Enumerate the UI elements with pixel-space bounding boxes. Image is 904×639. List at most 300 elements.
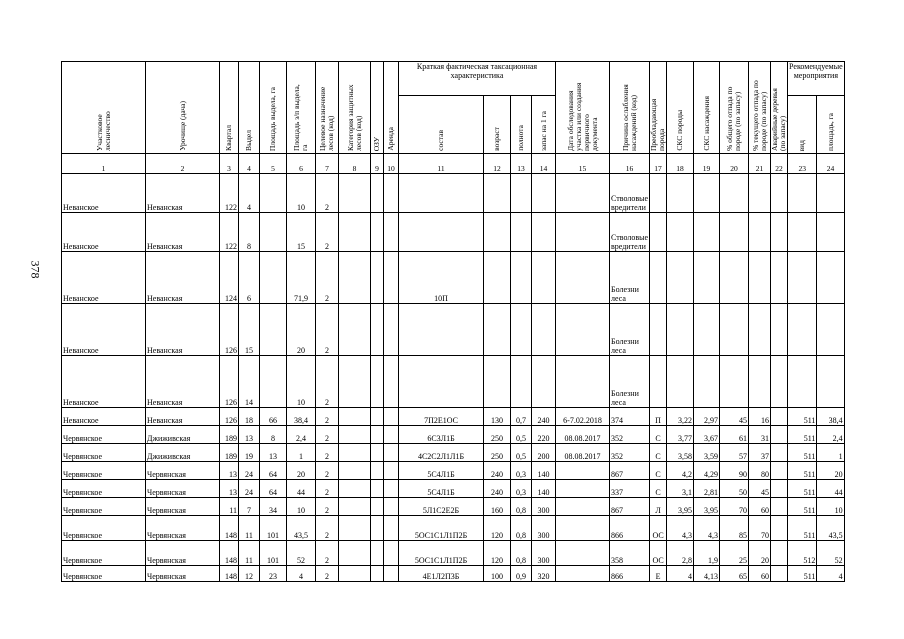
cell-species: С — [650, 462, 667, 480]
cell-composition: 4Е1Л2П3Б — [399, 566, 484, 582]
header-plot: Выдел — [239, 62, 260, 154]
header-lease: Аренда — [384, 62, 399, 154]
cell-cause: Болезни леса — [610, 304, 650, 356]
cell-sks-stand: 4,3 — [694, 516, 720, 541]
cell-plot: 19 — [239, 444, 260, 462]
cell-lease — [384, 356, 399, 408]
cell-stock: 320 — [532, 566, 556, 582]
cell-total-dieback — [720, 304, 749, 356]
column-number: 13 — [511, 154, 532, 174]
cell-sks-species: 3,22 — [667, 408, 694, 426]
cell-plot-area: 66 — [260, 408, 287, 426]
cell-ozu — [371, 252, 384, 304]
cell-density — [511, 174, 532, 213]
header-composition: состав — [399, 96, 484, 154]
cell-protect-category — [339, 252, 371, 304]
cell-protect-category — [339, 426, 371, 444]
cell-tract: Червянская — [146, 480, 220, 498]
cell-measure-type: 511 — [788, 408, 817, 426]
cell-current-dieback — [749, 356, 771, 408]
cell-age — [484, 213, 511, 252]
forest-health-table — [61, 61, 845, 582]
table-row — [62, 444, 845, 462]
cell-cause: 352 — [610, 444, 650, 462]
cell-plot: 6 — [239, 252, 260, 304]
cell-district: Неванское — [62, 174, 146, 213]
cell-sks-stand — [694, 213, 720, 252]
cell-affected-area: 4 — [287, 566, 316, 582]
column-number: 4 — [239, 154, 260, 174]
cell-hazard-trees — [771, 541, 788, 566]
header-total-dieback: % общего отпада по породе (по запасу) — [720, 62, 749, 154]
cell-stock — [532, 304, 556, 356]
cell-composition: 10П — [399, 252, 484, 304]
cell-density: 0,5 — [511, 444, 532, 462]
cell-composition: 7П2Е1ОС — [399, 408, 484, 426]
cell-tract: Неванская — [146, 408, 220, 426]
cell-stock: 300 — [532, 516, 556, 541]
cell-affected-area: 43,5 — [287, 516, 316, 541]
header-tract: Урочище (дача) — [146, 62, 220, 154]
table-row — [62, 566, 845, 582]
cell-total-dieback — [720, 213, 749, 252]
cell-protect-category — [339, 444, 371, 462]
column-number: 17 — [650, 154, 667, 174]
cell-survey-date — [556, 498, 610, 516]
cell-sks-stand — [694, 252, 720, 304]
cell-affected-area: 20 — [287, 304, 316, 356]
cell-purpose: 2 — [316, 356, 339, 408]
cell-measure-type — [788, 252, 817, 304]
cell-survey-date — [556, 304, 610, 356]
cell-current-dieback: 45 — [749, 480, 771, 498]
cell-sks-stand: 4,13 — [694, 566, 720, 582]
cell-ozu — [371, 174, 384, 213]
header-quarter: Квартал — [220, 62, 239, 154]
cell-composition: 5ОС1С1Л1П2Б — [399, 516, 484, 541]
cell-ozu — [371, 304, 384, 356]
cell-hazard-trees — [771, 408, 788, 426]
column-number: 8 — [339, 154, 371, 174]
header-ozu: ОЗУ — [371, 62, 384, 154]
cell-sks-species — [667, 304, 694, 356]
header-survey-date: Дата обследования участка или создания первичного документа — [556, 62, 610, 154]
table-row — [62, 541, 845, 566]
table-row — [62, 498, 845, 516]
cell-density: 0,5 — [511, 426, 532, 444]
cell-district: Червянское — [62, 541, 146, 566]
cell-sks-species: 2,8 — [667, 541, 694, 566]
header-hazard-trees: Аварийные деревья (по запасу) — [771, 62, 788, 154]
cell-sks-stand: 3,67 — [694, 426, 720, 444]
cell-ozu — [371, 541, 384, 566]
cell-current-dieback: 70 — [749, 516, 771, 541]
cell-quarter: 126 — [220, 408, 239, 426]
cell-lease — [384, 541, 399, 566]
cell-hazard-trees — [771, 444, 788, 462]
cell-density: 0,7 — [511, 408, 532, 426]
cell-quarter: 189 — [220, 444, 239, 462]
cell-protect-category — [339, 174, 371, 213]
cell-current-dieback — [749, 304, 771, 356]
cell-species: С — [650, 426, 667, 444]
cell-total-dieback: 85 — [720, 516, 749, 541]
cell-current-dieback: 31 — [749, 426, 771, 444]
cell-purpose: 2 — [316, 444, 339, 462]
cell-composition — [399, 304, 484, 356]
cell-plot-area: 64 — [260, 480, 287, 498]
cell-species — [650, 213, 667, 252]
cell-purpose: 2 — [316, 174, 339, 213]
cell-sks-stand — [694, 174, 720, 213]
cell-age: 130 — [484, 408, 511, 426]
cell-quarter: 13 — [220, 480, 239, 498]
cell-sks-species: 3,95 — [667, 498, 694, 516]
cell-quarter: 148 — [220, 566, 239, 582]
cell-plot-area: 13 — [260, 444, 287, 462]
cell-sks-stand: 2,81 — [694, 480, 720, 498]
cell-measure-area: 52 — [817, 541, 844, 566]
cell-affected-area: 38,4 — [287, 408, 316, 426]
cell-composition: 5С4Л1Б — [399, 462, 484, 480]
cell-affected-area: 15 — [287, 213, 316, 252]
cell-plot-area: 8 — [260, 426, 287, 444]
cell-stock: 140 — [532, 462, 556, 480]
cell-district: Червянское — [62, 462, 146, 480]
cell-ozu — [371, 356, 384, 408]
cell-stock — [532, 356, 556, 408]
table-row — [62, 213, 845, 252]
cell-purpose: 2 — [316, 566, 339, 582]
column-number: 16 — [610, 154, 650, 174]
table-row — [62, 408, 845, 426]
cell-measure-area — [817, 174, 844, 213]
cell-density — [511, 356, 532, 408]
cell-survey-date — [556, 356, 610, 408]
cell-ozu — [371, 480, 384, 498]
header-species: Преобладающая порода — [650, 62, 667, 154]
cell-total-dieback: 25 — [720, 541, 749, 566]
cell-measure-type: 511 — [788, 516, 817, 541]
header-affected-area: Площадь з/п выдела, га — [287, 62, 316, 154]
cell-tract: Червянская — [146, 541, 220, 566]
cell-survey-date — [556, 213, 610, 252]
cell-total-dieback: 57 — [720, 444, 749, 462]
cell-hazard-trees — [771, 480, 788, 498]
header-current-dieback: % текущего отпада по породе (по запасу) — [749, 62, 771, 154]
cell-lease — [384, 516, 399, 541]
cell-hazard-trees — [771, 462, 788, 480]
cell-species: ОС — [650, 541, 667, 566]
cell-district: Червянское — [62, 498, 146, 516]
cell-total-dieback: 61 — [720, 426, 749, 444]
cell-measure-type: 511 — [788, 498, 817, 516]
cell-quarter: 122 — [220, 213, 239, 252]
cell-protect-category — [339, 498, 371, 516]
column-number: 23 — [788, 154, 817, 174]
cell-density — [511, 252, 532, 304]
cell-total-dieback: 65 — [720, 566, 749, 582]
cell-survey-date — [556, 174, 610, 213]
cell-protect-category — [339, 541, 371, 566]
cell-hazard-trees — [771, 498, 788, 516]
cell-sks-species: 4 — [667, 566, 694, 582]
cell-current-dieback — [749, 252, 771, 304]
cell-sks-stand: 4,29 — [694, 462, 720, 480]
header-recommended-group: Рекомендуемые мероприятия — [788, 62, 845, 96]
cell-sks-species: 4,2 — [667, 462, 694, 480]
cell-stock: 300 — [532, 541, 556, 566]
cell-district: Червянское — [62, 566, 146, 582]
cell-sks-stand: 3,95 — [694, 498, 720, 516]
cell-sks-species: 3,58 — [667, 444, 694, 462]
cell-species — [650, 304, 667, 356]
cell-district: Червянское — [62, 480, 146, 498]
cell-affected-area: 10 — [287, 174, 316, 213]
cell-cause: Болезни леса — [610, 356, 650, 408]
cell-tract: Червянская — [146, 498, 220, 516]
cell-ozu — [371, 408, 384, 426]
cell-plot-area — [260, 304, 287, 356]
cell-plot: 15 — [239, 304, 260, 356]
cell-measure-area — [817, 213, 844, 252]
cell-sks-species — [667, 356, 694, 408]
cell-composition — [399, 356, 484, 408]
table-row — [62, 356, 845, 408]
cell-lease — [384, 426, 399, 444]
cell-cause: 866 — [610, 566, 650, 582]
cell-survey-date: 08.08.2017 — [556, 426, 610, 444]
column-number: 19 — [694, 154, 720, 174]
cell-sks-species: 3,1 — [667, 480, 694, 498]
cell-affected-area: 71,9 — [287, 252, 316, 304]
cell-species: С — [650, 480, 667, 498]
cell-lease — [384, 213, 399, 252]
cell-quarter: 148 — [220, 516, 239, 541]
cell-plot: 11 — [239, 541, 260, 566]
cell-age: 120 — [484, 541, 511, 566]
cell-hazard-trees — [771, 252, 788, 304]
cell-survey-date — [556, 516, 610, 541]
cell-quarter: 126 — [220, 356, 239, 408]
cell-lease — [384, 480, 399, 498]
column-number: 5 — [260, 154, 287, 174]
cell-plot-area — [260, 252, 287, 304]
header-district: Участковое лесничество — [62, 62, 146, 154]
cell-cause: Болезни леса — [610, 252, 650, 304]
cell-affected-area: 1 — [287, 444, 316, 462]
cell-cause: 358 — [610, 541, 650, 566]
cell-plot: 7 — [239, 498, 260, 516]
cell-district: Червянское — [62, 444, 146, 462]
cell-tract: Червянская — [146, 516, 220, 541]
cell-survey-date — [556, 480, 610, 498]
column-number: 3 — [220, 154, 239, 174]
cell-lease — [384, 174, 399, 213]
cell-plot: 12 — [239, 566, 260, 582]
cell-purpose: 2 — [316, 252, 339, 304]
cell-plot: 24 — [239, 480, 260, 498]
cell-sks-stand: 3,59 — [694, 444, 720, 462]
cell-purpose: 2 — [316, 213, 339, 252]
cell-hazard-trees — [771, 174, 788, 213]
table-row — [62, 462, 845, 480]
cell-total-dieback — [720, 356, 749, 408]
cell-composition — [399, 213, 484, 252]
cell-measure-area: 20 — [817, 462, 844, 480]
header-sks-species: СКС породы — [667, 62, 694, 154]
cell-cause: 337 — [610, 480, 650, 498]
header-cause: Причина ослабления насаждений (код) — [610, 62, 650, 154]
cell-district: Червянское — [62, 516, 146, 541]
cell-ozu — [371, 498, 384, 516]
cell-protect-category — [339, 516, 371, 541]
cell-district: Червянское — [62, 426, 146, 444]
header-protect-category: Категория защитных лесов (код) — [339, 62, 371, 154]
cell-age — [484, 252, 511, 304]
cell-density: 0,8 — [511, 498, 532, 516]
cell-density: 0,9 — [511, 566, 532, 582]
table-row — [62, 252, 845, 304]
cell-measure-type — [788, 213, 817, 252]
cell-measure-type: 511 — [788, 462, 817, 480]
cell-cause: Стволовые вредители — [610, 174, 650, 213]
cell-purpose: 2 — [316, 498, 339, 516]
cell-measure-type: 512 — [788, 541, 817, 566]
column-number: 18 — [667, 154, 694, 174]
cell-lease — [384, 252, 399, 304]
header-plot-area: Площадь выдела, га — [260, 62, 287, 154]
cell-district: Неванское — [62, 304, 146, 356]
cell-plot: 18 — [239, 408, 260, 426]
column-number: 2 — [146, 154, 220, 174]
cell-composition: 5ОС1С1Л1П2Б — [399, 541, 484, 566]
column-number: 11 — [399, 154, 484, 174]
header-stock: запас на 1 га — [532, 96, 556, 154]
cell-sks-species — [667, 213, 694, 252]
header-purpose: Целевое назначение лесов (код) — [316, 62, 339, 154]
cell-composition: 6С3Л1Б — [399, 426, 484, 444]
cell-tract: Червянская — [146, 566, 220, 582]
cell-protect-category — [339, 304, 371, 356]
cell-quarter: 189 — [220, 426, 239, 444]
header-taxation-group: Краткая фактическая таксационная характеристика — [399, 62, 556, 96]
column-number-row — [62, 154, 845, 174]
cell-quarter: 11 — [220, 498, 239, 516]
column-number: 1 — [62, 154, 146, 174]
cell-tract: Джиживская — [146, 444, 220, 462]
cell-cause: 867 — [610, 498, 650, 516]
cell-measure-area: 2,4 — [817, 426, 844, 444]
cell-ozu — [371, 462, 384, 480]
cell-age — [484, 356, 511, 408]
column-number: 24 — [817, 154, 844, 174]
cell-hazard-trees — [771, 304, 788, 356]
cell-cause: 352 — [610, 426, 650, 444]
column-number: 12 — [484, 154, 511, 174]
cell-measure-area: 43,5 — [817, 516, 844, 541]
cell-affected-area: 10 — [287, 356, 316, 408]
cell-hazard-trees — [771, 426, 788, 444]
header-age: возраст — [484, 96, 511, 154]
cell-survey-date — [556, 566, 610, 582]
cell-tract: Неванская — [146, 304, 220, 356]
cell-species: Л — [650, 498, 667, 516]
cell-current-dieback — [749, 174, 771, 213]
cell-age: 240 — [484, 480, 511, 498]
cell-total-dieback: 90 — [720, 462, 749, 480]
cell-protect-category — [339, 408, 371, 426]
cell-ozu — [371, 566, 384, 582]
cell-species — [650, 174, 667, 213]
cell-current-dieback: 16 — [749, 408, 771, 426]
cell-affected-area: 44 — [287, 480, 316, 498]
cell-survey-date — [556, 462, 610, 480]
cell-plot: 11 — [239, 516, 260, 541]
cell-stock: 220 — [532, 426, 556, 444]
cell-purpose: 2 — [316, 408, 339, 426]
cell-cause: 867 — [610, 462, 650, 480]
column-number: 9 — [371, 154, 384, 174]
cell-current-dieback: 20 — [749, 541, 771, 566]
cell-purpose: 2 — [316, 541, 339, 566]
column-number: 6 — [287, 154, 316, 174]
cell-measure-type — [788, 356, 817, 408]
cell-current-dieback: 80 — [749, 462, 771, 480]
column-number: 22 — [771, 154, 788, 174]
cell-district: Неванское — [62, 213, 146, 252]
cell-current-dieback: 60 — [749, 498, 771, 516]
cell-sks-stand: 2,97 — [694, 408, 720, 426]
cell-quarter: 148 — [220, 541, 239, 566]
cell-plot-area — [260, 213, 287, 252]
cell-density: 0,8 — [511, 516, 532, 541]
cell-plot-area: 101 — [260, 516, 287, 541]
cell-quarter: 126 — [220, 304, 239, 356]
cell-tract: Червянская — [146, 462, 220, 480]
cell-species: П — [650, 408, 667, 426]
cell-tract: Неванская — [146, 174, 220, 213]
cell-density — [511, 213, 532, 252]
cell-sks-stand — [694, 304, 720, 356]
column-number: 7 — [316, 154, 339, 174]
cell-protect-category — [339, 566, 371, 582]
cell-density — [511, 304, 532, 356]
cell-species — [650, 356, 667, 408]
column-number: 15 — [556, 154, 610, 174]
cell-composition: 5Л1С2Е2Б — [399, 498, 484, 516]
cell-plot-area: 23 — [260, 566, 287, 582]
cell-total-dieback: 50 — [720, 480, 749, 498]
table-row — [62, 426, 845, 444]
cell-measure-area — [817, 356, 844, 408]
cell-cause: 374 — [610, 408, 650, 426]
cell-stock — [532, 252, 556, 304]
cell-ozu — [371, 426, 384, 444]
cell-ozu — [371, 444, 384, 462]
cell-measure-area: 10 — [817, 498, 844, 516]
cell-density: 0,3 — [511, 462, 532, 480]
cell-stock — [532, 213, 556, 252]
cell-hazard-trees — [771, 516, 788, 541]
cell-survey-date — [556, 252, 610, 304]
cell-measure-type: 511 — [788, 480, 817, 498]
cell-purpose: 2 — [316, 304, 339, 356]
cell-stock — [532, 174, 556, 213]
cell-tract: Неванская — [146, 356, 220, 408]
cell-stock: 200 — [532, 444, 556, 462]
cell-age — [484, 304, 511, 356]
